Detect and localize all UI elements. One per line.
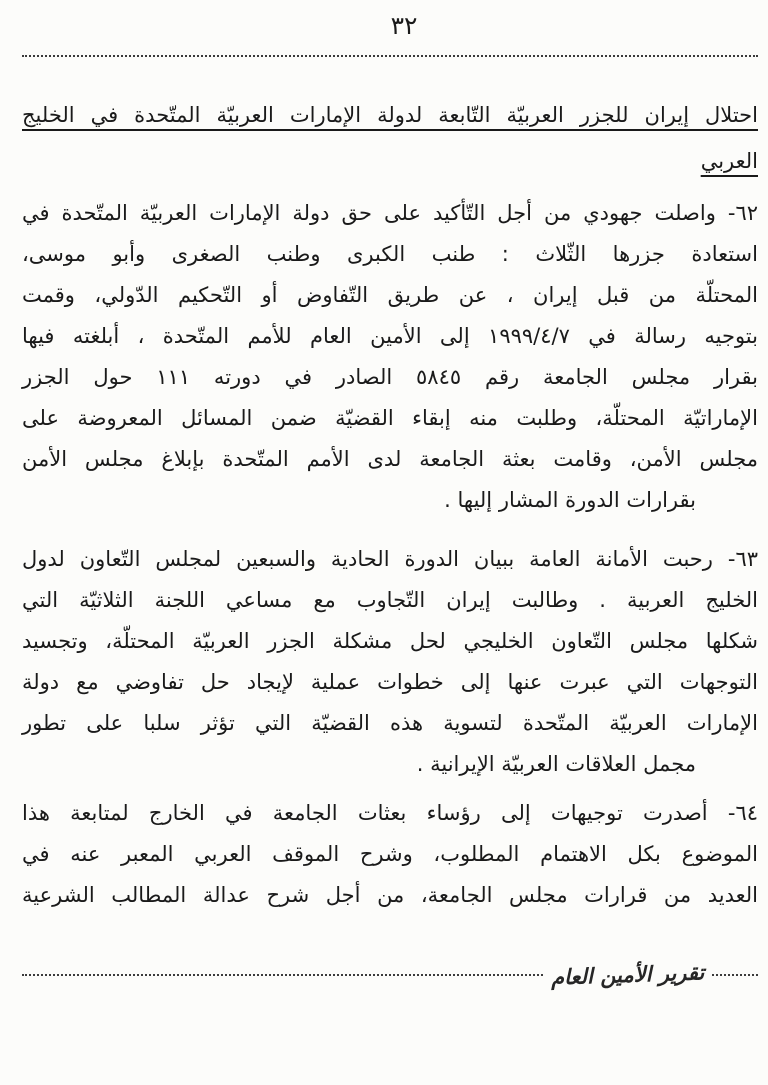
text-line: الإمارات العربيّة المتّحدة لتسوية هذه القضيّة التي تؤثر سلبا على تطور xyxy=(22,711,758,735)
footer-signature: تقرير الأمين العام xyxy=(550,960,705,990)
text-line: الإماراتيّة المحتلّة، وطلبت منه إبقاء القضيّة ضمن المسائل المعروضة على xyxy=(22,406,758,430)
text-line: ٦٢- واصلت جهودي من أجل التّأكيد على حق دولة الإمارات العربيّة المتّحدة في xyxy=(22,201,758,225)
text-line: شكلها مجلس التّعاون الخليجي لحل مشكلة الجزر العربيّة المحتلّة، وتجسيد xyxy=(22,629,758,653)
text-line: مجلس الأمن، وقامت بعثة الجامعة لدى الأمم المتّحدة بإبلاغ مجلس الأمن xyxy=(22,447,758,471)
text-line: العديد من قرارات مجلس الجامعة، من أجل شرح عدالة المطالب الشرعية xyxy=(22,883,758,907)
heading-line-1: احتلال إيران للجزر العربيّة التّابعة لدولة الإمارات العربيّة المتّحدة في الخليج xyxy=(22,103,758,127)
text-line: ٦٣- رحبت الأمانة العامة ببيان الدورة الحادية والسبعين لمجلس التّعاون لدول xyxy=(22,547,758,571)
footer-divider-left xyxy=(22,974,543,976)
paragraph-62 xyxy=(22,193,758,521)
text-line: الخليج العربية . وطالبت إيران التّجاوب مع مساعي اللجنة الثلاثيّة التي xyxy=(22,588,758,612)
heading-line-2: العربي xyxy=(700,149,758,173)
text-line: المحتلّة من قبل إيران ، عن طريق التّفاوض أو التّحكيم الدّولي، وقمت xyxy=(22,283,758,307)
text-line: مجمل العلاقات العربيّة الإيرانية . xyxy=(416,752,696,776)
section-heading xyxy=(22,92,758,184)
text-line: ٦٤- أصدرت توجيهات إلى رؤساء بعثات الجامعة في الخارج لمتابعة هذا xyxy=(22,801,758,825)
header-divider xyxy=(22,55,758,57)
paragraph-63 xyxy=(22,539,758,785)
text-line: بقرار مجلس الجامعة رقم ٥٨٤٥ الصادر في دورته ١١١ حول الجزر xyxy=(22,365,758,389)
footer-divider-right xyxy=(712,974,758,976)
page-number: ٣٢ xyxy=(390,11,418,40)
paragraph-64 xyxy=(22,793,758,916)
text-line: بقرارات الدورة المشار إليها . xyxy=(444,488,696,512)
footer xyxy=(22,960,758,990)
text-line: استعادة جزرها الثّلاث : طنب الكبرى وطنب الصغرى وأبو موسى، xyxy=(22,242,758,266)
text-line: التوجهات التي عبرت عنها إلى خطوات عملية لإيجاد حل تفاوضي مع دولة xyxy=(22,670,758,694)
text-line: بتوجيه رسالة في ١٩٩٩/٤/٧ إلى الأمين العام للأمم المتّحدة ، أبلغته فيها xyxy=(22,324,758,348)
text-line: الموضوع بكل الاهتمام المطلوب، وشرح الموقف العربي المعبر عنه في xyxy=(22,842,758,866)
